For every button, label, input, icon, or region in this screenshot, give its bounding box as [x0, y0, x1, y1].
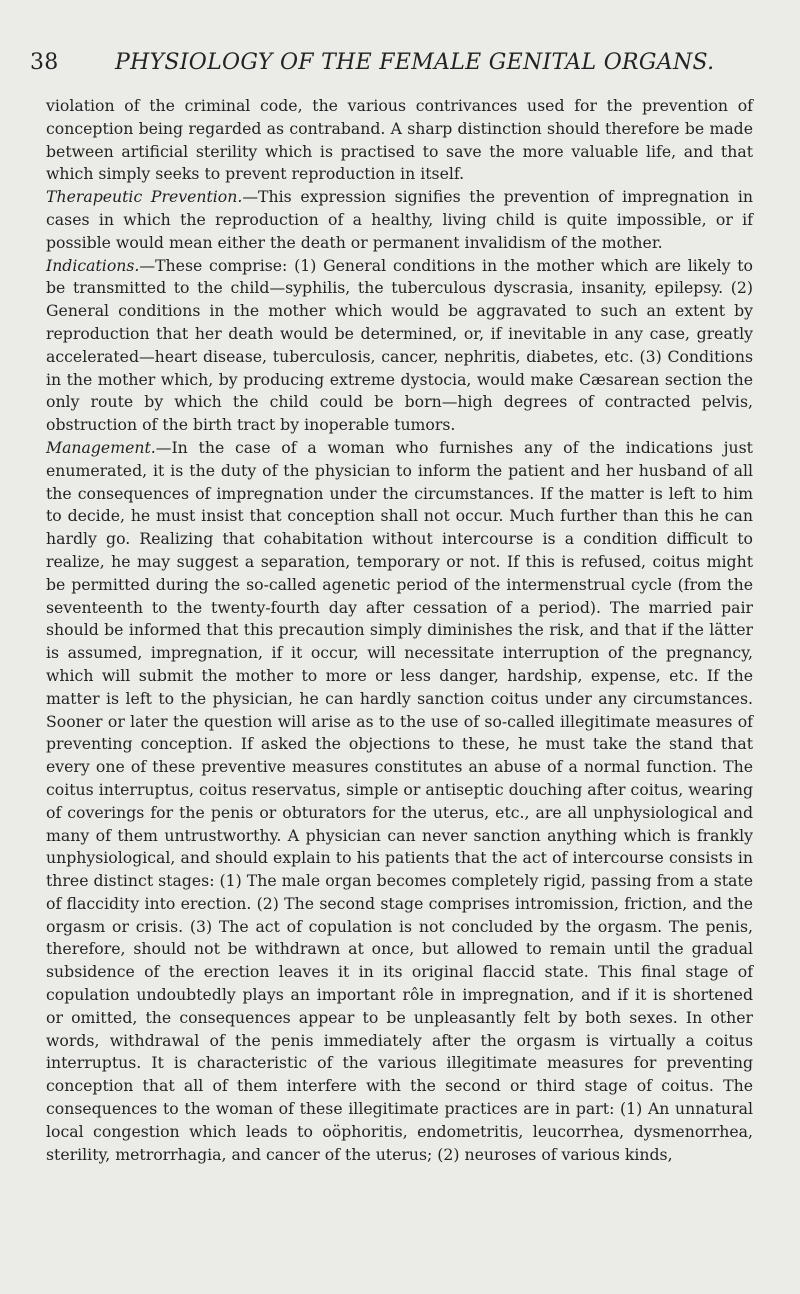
paragraph-continuation: [46, 95, 753, 186]
paragraph-indications: [46, 255, 753, 437]
section-heading: Indications.: [46, 255, 140, 275]
page-number: 38: [30, 50, 59, 75]
section-heading: Therapeutic Prevention.: [46, 187, 243, 207]
paragraph-text: violation of the criminal code, the various contrivances used for the prevention of conception being regarded as contraband. A sharp distinction should therefore be made between artificial sterility which is practised to save the more valuable life, and that which simply seeks to prevent reproduction in itself.: [46, 96, 753, 184]
running-title: PHYSIOLOGY OF THE FEMALE GENITAL ORGANS.: [115, 50, 715, 75]
paragraph-management: [46, 437, 753, 1167]
paragraph-therapeutic-prevention: [46, 186, 753, 254]
page-header: [30, 48, 770, 84]
paragraph-text: —In the case of a woman who furnishes any of the indications just enumerated, it is the duty of the physician to inform the patient and her husband of all the consequences of impregnation under the circumstances. If the matter is left to him to decide, he must insist that conception shall not occur. Much further than this he can hardly go. Realizing that cohabitation without intercourse is a condition difficult to realize, he may suggest a separation, temporary or not. If this is refused, coitus might be permitted during the so-called agenetic period of the intermenstrual cycle (from the seventeenth to the twenty-fourth day after cessation of a period). The married pair should be informed that this precaution simply diminishes the risk, and that if the lätter is assumed, impregnation, if it occur, will necessitate interruption of the pregnancy, which will submit the mother to more or less danger, hardship, expense, etc. If the matter is left to the physician, he can hardly sanction coitus under any circumstances. Sooner or later the question will arise as to the use of so-called illegitimate measures of preventing conception. If asked the objections to these, he must take the stand that every one of these preventive measures constitutes an abuse of a normal function. The coitus interruptus, coitus reservatus, simple or antiseptic douching after coitus, wearing of coverings for the penis or obturators for the uterus, etc., are all unphysiological and many of them untrustworthy. A physician can never sanction anything which is frankly unphysiological, and should explain to his patients that the act of intercourse consists in three distinct stages: (1) The male organ becomes completely rigid, passing from a state of flaccidity into erection. (2) The second stage comprises intromission, friction, and the orgasm or crisis. (3) The act of copulation is not concluded by the orgasm. The penis, therefore, should not be withdrawn at once, but allowed to remain until the gradual subsidence of the erection leaves it in its original flaccid state. This final stage of copulation undoubtedly plays an important rôle in impregnation, and if it is shortened or omitted, the consequences appear to be unpleasantly felt by both sexes. In other words, withdrawal of the penis immediately after the orgasm is virtually a coitus interruptus. It is characteristic of the various illegitimate measures for preventing conception that all of them interfere with the second or third stage of coitus. The consequences to the woman of these illegitimate practices are in part: (1) An unnatural local congestion which leads to oöphoritis, endometritis, leucorrhea, dysmenorrhea, sterility, metrorrhagia, and cancer of the uterus; (2) neuroses of various kinds,: [46, 437, 753, 1164]
body-text: [46, 95, 753, 1166]
paragraph-text: —These comprise: (1) General conditions in the mother which are likely to be transmitted to the child—syphilis, the tuberculous dyscrasia, insanity, epilepsy. (2) General conditions in the mother which would be aggravated to such an extent by reproduction that her death would be determined, or, if inevitable in any case, greatly accelerated—heart disease, tuberculosis, cancer, nephritis, diabetes, etc. (3) Conditions in the mother which, by producing extreme dystocia, would make Cæsarean section the only route by which the child could be born—high degrees of contracted pelvis, obstruction of the birth tract by inoperable tumors.: [46, 255, 753, 435]
paragraph-text: —This expression signifies the prevention of impregnation in cases in which the reproduction of a healthy, living child is quite impossible, or if possible would mean either the death or permanent invalidism of the mother.: [46, 187, 753, 252]
section-heading: Management.: [46, 437, 156, 457]
